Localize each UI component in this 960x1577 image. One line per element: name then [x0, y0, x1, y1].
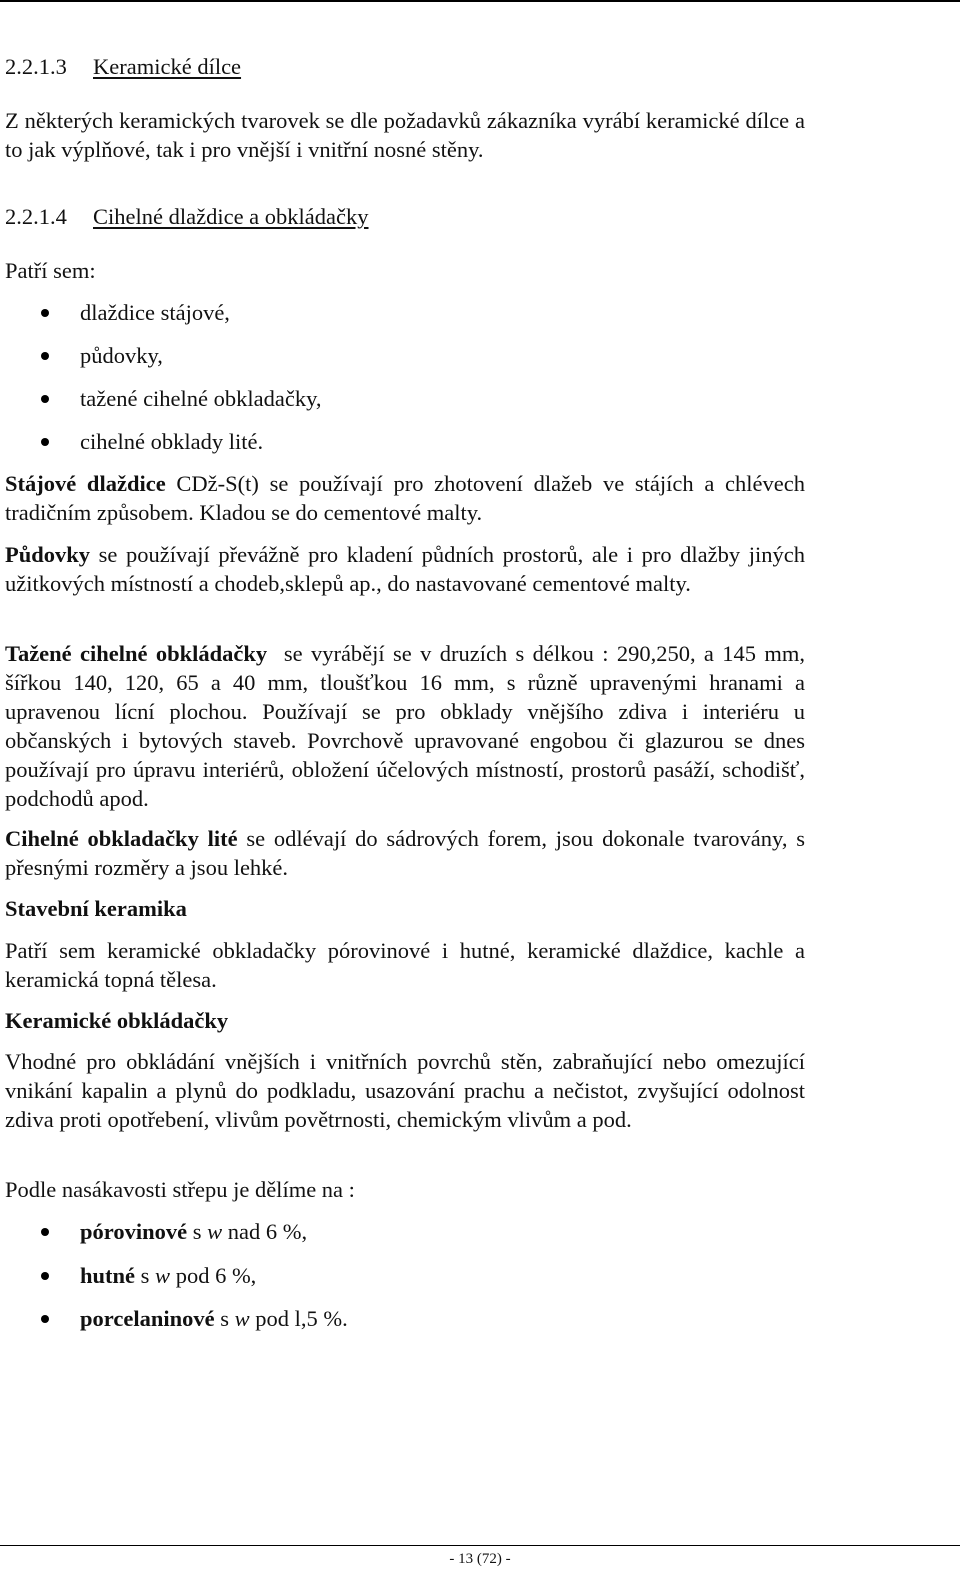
paragraph-stajove-dlazdice: Stájové dlaždice CDž-S(t) se používají pro zhotovení dlažeb ve stájích a chlévech tradičním způsobem. Kladou se do cementové malty. — [5, 471, 805, 525]
term: Cihelné obkladačky lité — [5, 826, 238, 851]
section-title: Cihelné dlaždice a obkládačky — [93, 204, 369, 229]
top-rule — [0, 0, 960, 2]
paragraph-keramicke-obkladacky: Vhodné pro obkládání vnějších i vnitřních povrchů stěn, zabraňující nebo omezující vnikání kapalin a plynů do podkladu, usazování prachu a nečistot, zvyšující odolnost zdiva proti opotřebení, vlivům povětrnosti, chemickým vlivům a pod. — [5, 1049, 805, 1132]
section-title: Keramické dílce — [93, 54, 242, 79]
section-heading-2-2-1-3 — [5, 52, 241, 81]
bullet-icon — [41, 1272, 49, 1280]
bullet-icon — [41, 1228, 49, 1236]
section-number: 2.2.1.3 — [5, 54, 67, 79]
bullet-icon — [41, 438, 49, 446]
paragraph-pudovky: Půdovky se používají převážně pro kladení půdních prostorů, ale i pro dlažby jiných užitkových místností a chodeb,sklepů ap., do nastavované cementové malty. — [5, 542, 805, 596]
subheading-stavebni-keramika: Stavební keramika — [5, 896, 187, 921]
paragraph-keramicke-dilce: Z některých keramických tvarovek se dle požadavků zákazníka vyrábí keramické dílce a to jak výplňové, tak i pro vnější i vnitřní nosné stěny. — [5, 108, 805, 162]
term: Stájové dlaždice — [5, 471, 166, 496]
paragraph-stavebni-keramika: Patří sem keramické obkladačky pórovinové i hutné, keramické dlaždice, kachle a keramická topná tělesa. — [5, 938, 805, 992]
term: Půdovky — [5, 542, 91, 567]
bullet-icon — [41, 352, 49, 360]
section-heading-2-2-1-4 — [5, 202, 369, 231]
page-number: - 13 (72) - — [449, 1551, 511, 1567]
bullet-icon — [41, 395, 49, 403]
subheading-keramicke-obkladacky: Keramické obkládačky — [5, 1008, 229, 1033]
section-number: 2.2.1.4 — [5, 204, 67, 229]
footer-rule — [0, 1545, 960, 1546]
bullet-icon — [41, 1315, 49, 1323]
paragraph-lite-obkladacky: Cihelné obkladačky lité se odlévají do sádrových forem, jsou dokonale tvarovány, s přesnými rozměry a jsou lehké. — [5, 826, 805, 880]
list-intro: Patří sem: — [5, 258, 96, 283]
bullet-icon — [41, 309, 49, 317]
paragraph-tazene-obkladacky: Tažené cihelné obkládačky se vyrábějí se v druzích s délkou : 290,250, a 145 mm, šířkou 140, 120, 65 a 40 mm, tloušťkou 16 mm, s různě upravenými hranami a upravenou lícní plochou. Používají se pro obklady vnějšího zdiva i interiéru u občanských i bytových staveb. Povrchově upravované engobou či glazurou se dnes používají pro úpravu interiérů, obložení účelových místností, prostorů pasáží, schodišť, podchodů apod. — [5, 641, 811, 811]
list-intro-nasakavost: Podle nasákavosti střepu je dělíme na : — [5, 1177, 355, 1202]
term: Tažené cihelné obkládačky — [5, 641, 268, 666]
